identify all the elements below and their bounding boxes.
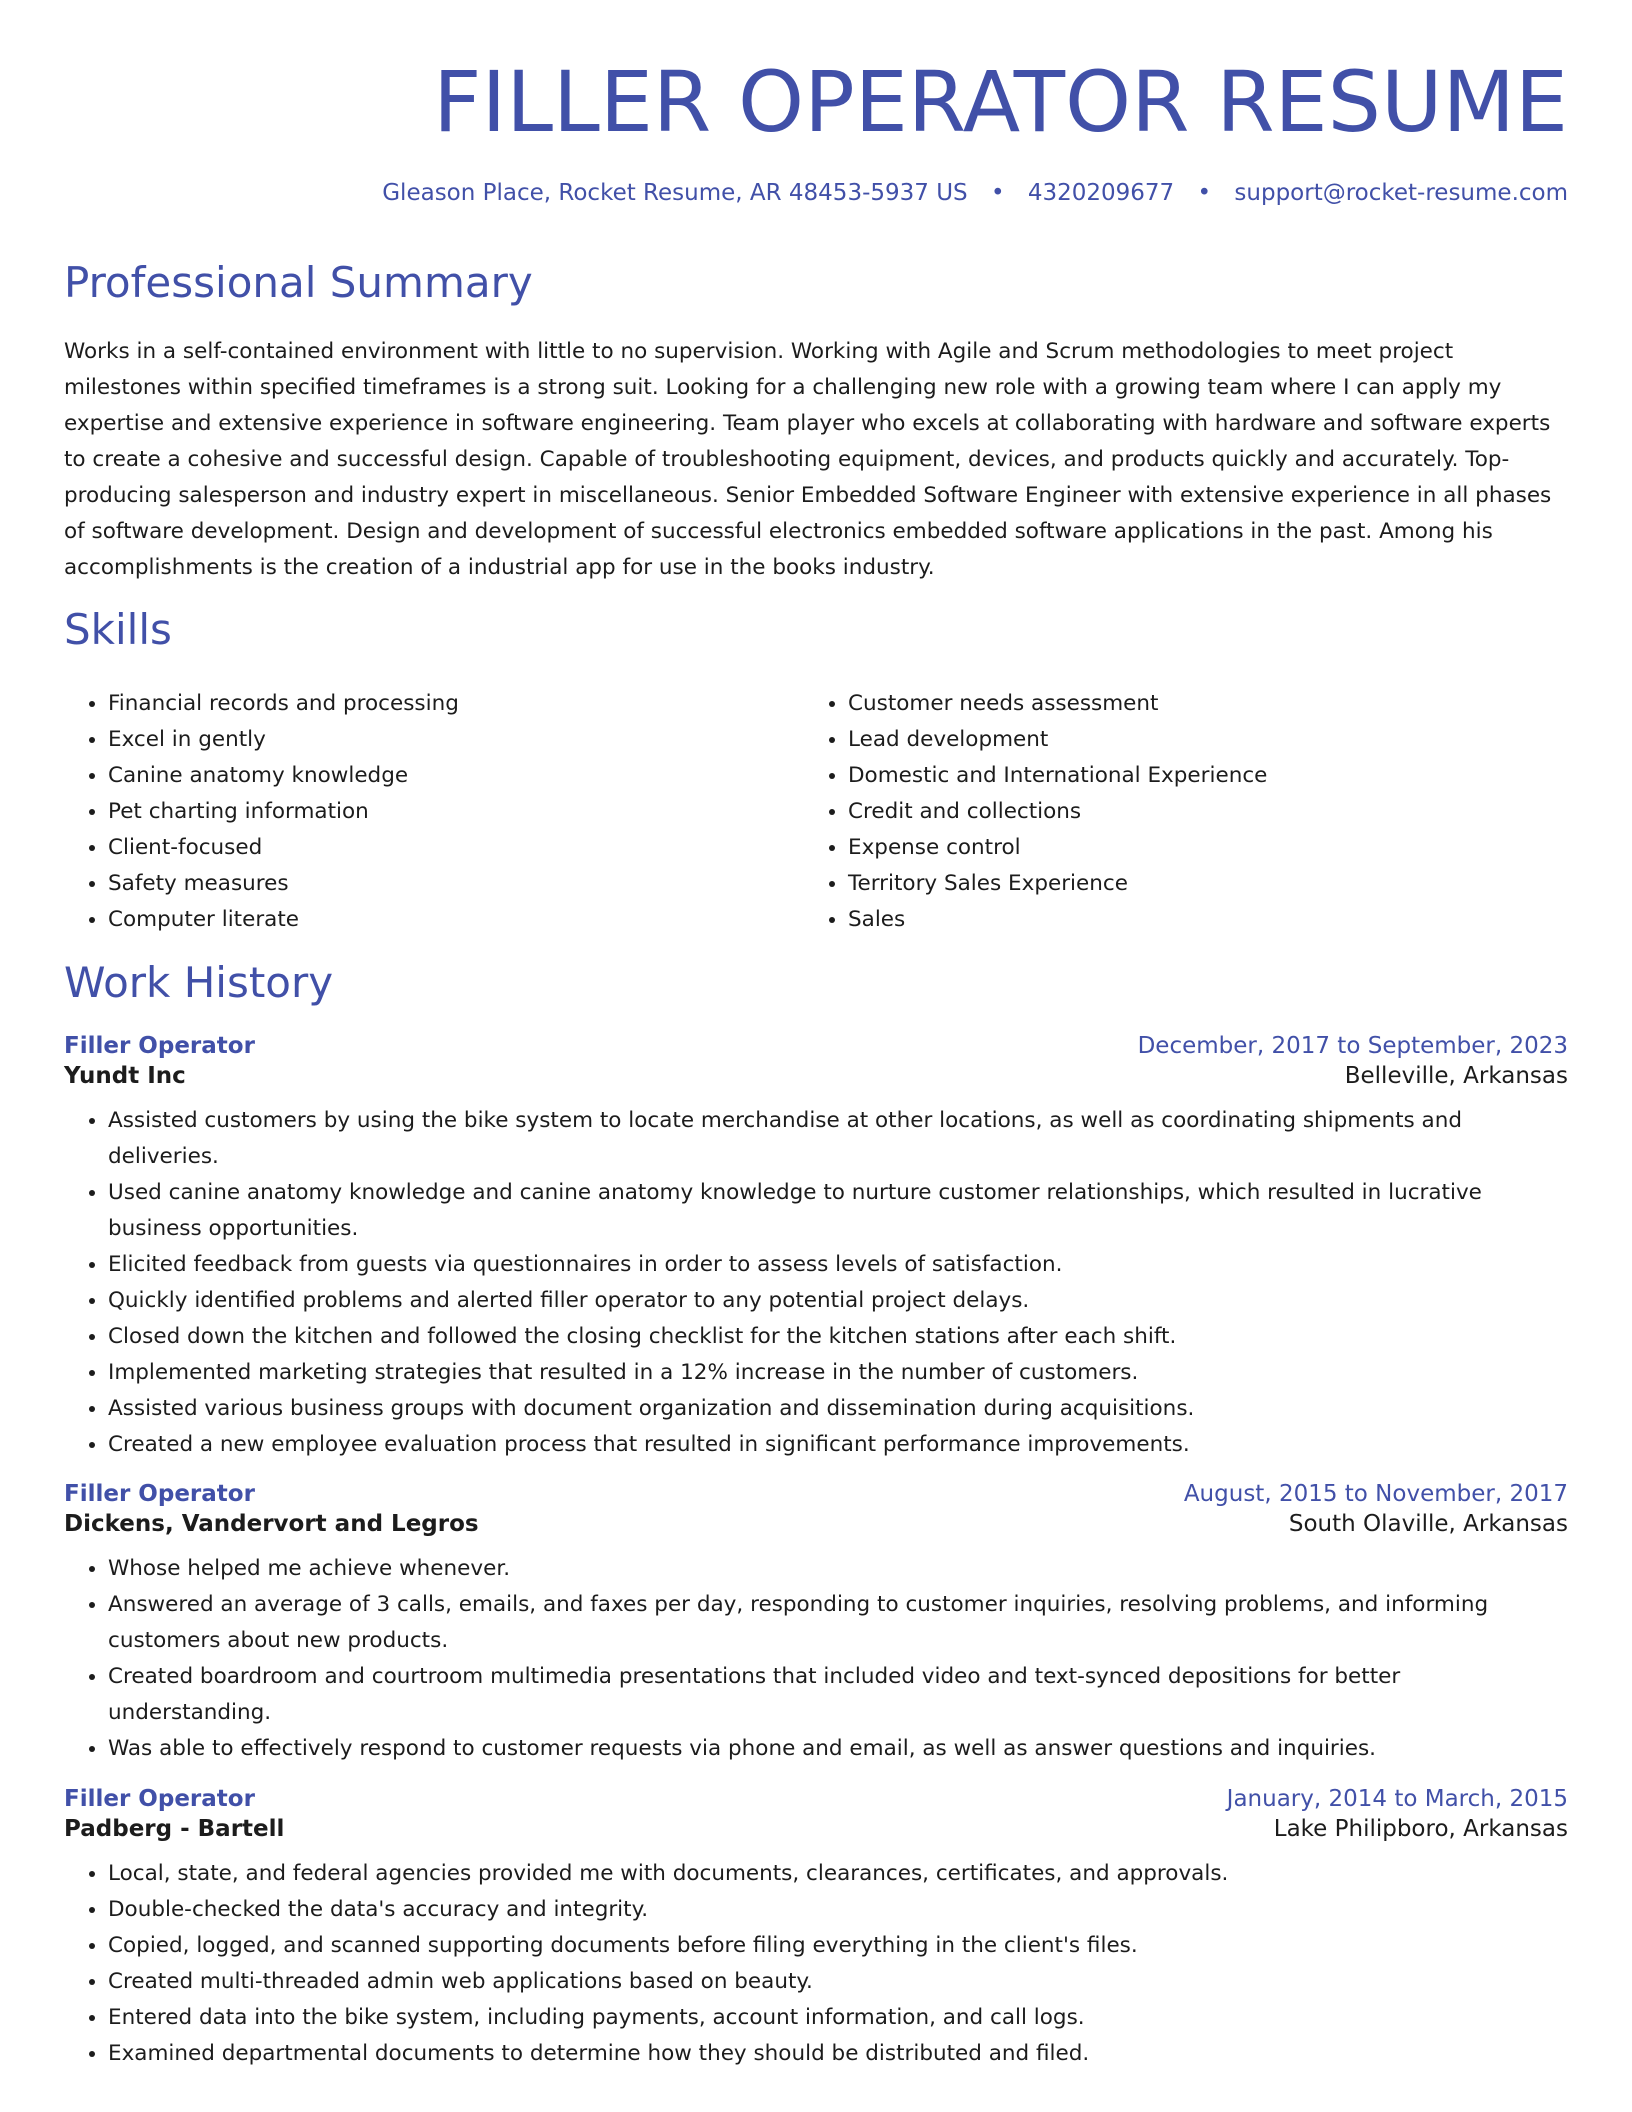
skill-item: • Excel in gently	[108, 722, 804, 758]
work-history-heading: Work History	[64, 958, 334, 1007]
job-bullet: • Entered data into the bike system, including payments, account information, and call logs.	[108, 2000, 1568, 2036]
skill-item: • Computer literate	[108, 902, 804, 938]
job-bullet: • Double-checked the data's accuracy and integrity.	[108, 1892, 1568, 1928]
job-bullet: • Implemented marketing strategies that resulted in a 12% increase in the number of customers.	[108, 1355, 1568, 1391]
job-bullet: • Created multi-threaded admin web applications based on beauty.	[108, 1964, 1568, 2000]
job-bullet: • Used canine anatomy knowledge and canine anatomy knowledge to nurture customer relationships, which resulted in lucrative business opportunities.	[108, 1175, 1568, 1247]
resume-title: FILLER OPERATOR RESUME	[433, 53, 1568, 151]
job-bullet: • Whose helped me achieve whenever.	[108, 1551, 1568, 1587]
skill-item: • Customer needs assessment	[848, 686, 1544, 722]
skill-item: • Domestic and International Experience	[848, 758, 1544, 794]
job-company: Yundt Inc	[64, 1063, 186, 1089]
job-bullet: • Examined departmental documents to determine how they should be distributed and filed.	[108, 2036, 1568, 2072]
skill-item: • Sales	[848, 902, 1544, 938]
job-dates: January, 2014 to March, 2015	[1226, 1786, 1568, 1812]
job-bullet: • Answered an average of 3 calls, emails, and faxes per day, responding to customer inquiries, resolving problems, and informing customers about new products.	[108, 1587, 1568, 1659]
summary-heading: Professional Summary	[64, 258, 533, 307]
job-bullet: • Was able to effectively respond to customer requests via phone and email, as well as answer questions and inquiries.	[108, 1731, 1568, 1767]
job-bullet: • Local, state, and federal agencies provided me with documents, clearances, certificates, and approvals.	[108, 1856, 1568, 1892]
skills-column-right	[804, 686, 1544, 938]
skills-list	[64, 686, 1568, 938]
job-bullet: • Elicited feedback from guests via questionnaires in order to assess levels of satisfaction.	[108, 1247, 1568, 1283]
job-entry	[64, 1786, 1568, 2072]
skill-item: • Credit and collections	[848, 794, 1544, 830]
job-bullet: • Closed down the kitchen and followed the closing checklist for the kitchen stations after each shift.	[108, 1319, 1568, 1355]
skills-heading: Skills	[64, 605, 172, 654]
job-bullet: • Created a new employee evaluation process that resulted in significant performance improvements.	[108, 1427, 1568, 1463]
job-location: Lake Philipboro, Arkansas	[1273, 1816, 1568, 1842]
phone: 4320209677	[1027, 180, 1175, 206]
separator: •	[1197, 180, 1212, 206]
job-dates: December, 2017 to September, 2023	[1137, 1033, 1568, 1059]
email: support@rocket-resume.com	[1234, 180, 1568, 206]
skill-item: • Client-focused	[108, 830, 804, 866]
skill-item: • Canine anatomy knowledge	[108, 758, 804, 794]
job-entry	[64, 1481, 1568, 1767]
job-bullet: • Copied, logged, and scanned supporting documents before filing everything in the client's files.	[108, 1928, 1568, 1964]
job-dates: August, 2015 to November, 2017	[1183, 1481, 1568, 1507]
job-location: South Olaville, Arkansas	[1288, 1511, 1568, 1537]
job-company: Dickens, Vandervort and Legros	[64, 1511, 479, 1537]
job-title: Filler Operator	[64, 1033, 255, 1059]
skill-item: • Territory Sales Experience	[848, 866, 1544, 902]
job-bullet: • Created boardroom and courtroom multimedia presentations that included video and text-synced depositions for better understanding.	[108, 1659, 1568, 1731]
skill-item: • Pet charting information	[108, 794, 804, 830]
skill-item: • Lead development	[848, 722, 1544, 758]
separator: •	[990, 180, 1005, 206]
skill-item: • Expense control	[848, 830, 1544, 866]
job-location: Belleville, Arkansas	[1344, 1063, 1568, 1089]
job-bullets	[64, 1856, 1568, 2072]
job-entry	[64, 1033, 1568, 1463]
skills-column-left	[64, 686, 804, 938]
job-title: Filler Operator	[64, 1481, 255, 1507]
job-bullet: • Assisted various business groups with document organization and dissemination during acquisitions.	[108, 1391, 1568, 1427]
job-bullet: • Assisted customers by using the bike system to locate merchandise at other locations, as well as coordinating shipments and deliveries.	[108, 1103, 1568, 1175]
address: Gleason Place, Rocket Resume, AR 48453-5937 US	[382, 180, 968, 206]
job-company: Padberg - Bartell	[64, 1816, 285, 1842]
job-bullets	[64, 1551, 1568, 1767]
job-title: Filler Operator	[64, 1786, 255, 1812]
job-bullets	[64, 1103, 1568, 1463]
contact-line	[382, 180, 1568, 206]
skill-item: • Safety measures	[108, 866, 804, 902]
skill-item: • Financial records and processing	[108, 686, 804, 722]
summary-text: Works in a self-contained environment with little to no supervision. Working with Agile and Scrum methodologies to meet project milestones within specified timeframes is a strong suit. Looking for a challenging new role with a growing team where I can apply my expertise and extensive experience in software engineering. Team player who excels at collaborating with hardware and software experts to create a cohesive and successful design. Capable of troubleshooting equipment, devices, and products quickly and accurately. Top-producing salesperson and industry expert in miscellaneous. Senior Embedded Software Engineer with extensive experience in all phases of software development. Design and development of successful electronics embedded software applications in the past. Among his accomplishments is the creation of a industrial app for use in the books industry.	[64, 339, 1552, 580]
job-bullet: • Quickly identified problems and alerted filler operator to any potential project delays.	[108, 1283, 1568, 1319]
